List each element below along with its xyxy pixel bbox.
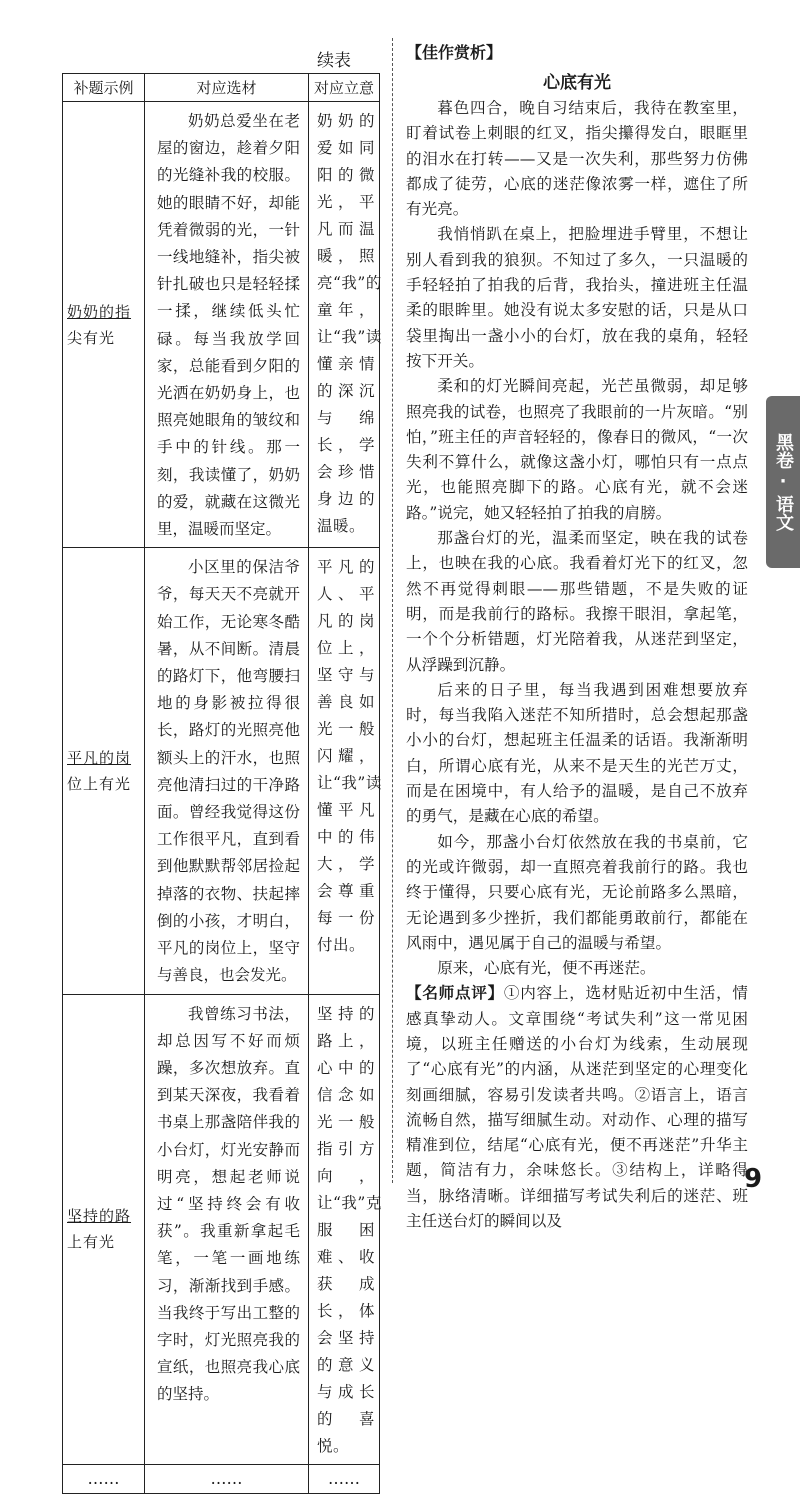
header-material: 对应选材: [145, 74, 309, 102]
essay-body: [406, 96, 748, 1234]
topic-underlined: 平凡的岗: [67, 748, 132, 767]
topic-underlined: 奶奶的指: [67, 302, 132, 321]
topic-plain: 尖有光: [67, 328, 116, 347]
side-tab-line2: 语文: [773, 495, 794, 531]
column-divider: [392, 38, 393, 1183]
comment-text: ①内容上，选材贴近初中生活，情感真挚动人。文章围绕“考试失利”这一常见困境，以班主任赠送的小台灯为线索，生动展现了“心底有光”的内涵，从迷茫到坚定的心理变化刻画细腻，容易引发读者共鸣。②语言上，语言流畅自然，描写细腻生动。对动作、心理的描写精准到位，结尾“心底有光，便不再迷茫”升华主题，简洁有力，余味悠长。③结构上，详略得当，脉络清晰。详细描写考试失利后的迷茫、班主任送台灯的瞬间以及: [406, 984, 748, 1231]
side-tab-line1: 黑卷: [773, 433, 794, 469]
essay-title: 心底有光: [543, 73, 611, 93]
table-row: [63, 548, 380, 994]
section-tag: 【佳作赏析】: [406, 43, 503, 62]
topic-table: [62, 73, 380, 1494]
idea-text: 平凡的人、平凡的岗位上，坚守与善良如光一般闪耀，让“我”读懂平凡中的伟大，学会尊重每一份付出。: [317, 558, 382, 955]
material-cell: [145, 548, 309, 994]
essay-paragraph: 暮色四合，晚自习结束后，我待在教室里，盯着试卷上刺眼的红叉，指尖攥得发白，眼眶里的泪水在打转——又是一次失利，那些努力仿佛都成了徒劳，心底的迷茫像浓雾一样，遮住了所有光亮。: [406, 99, 748, 219]
idea-text: 奶奶的爱如同阳的微光，平凡而温暖，照亮“我”的童年，让“我”读懂亲情的深沉与绵长，学会珍惜身边的温暖。: [317, 112, 382, 535]
material-cell: [145, 102, 309, 548]
topic-cell: [63, 994, 145, 1464]
idea-cell: [309, 102, 380, 548]
comment-tag: 【名师点评】: [406, 984, 504, 1003]
idea-text: 坚持的路上，心中的信念如光一般指引方向，让“我”克服困难、收获成长，体会坚持的意义与成长的喜悦。: [317, 1004, 382, 1455]
essay-paragraph: 后来的日子里，每当我遇到困难想要放弃时，每当我陷入迷茫不知所措时，总会想起那盏小小的台灯，想起班主任温柔的话语。我渐渐明白，所谓心底有光，从来不是天生的光芒万丈，而是在困境中，有人给予的温暖，是自己不放弃的勇气，是藏在心底的希望。: [406, 680, 748, 826]
topic-plain: 位上有光: [67, 774, 132, 793]
table-ellipsis-row: [63, 1464, 380, 1493]
essay-paragraph: 如今，那盏小台灯依然放在我的书桌前，它的光或许微弱，却一直照亮着我前行的路。我也终于懂得，只要心底有光，无论前路多么黑暗，无论遇到多少挫折，我们都能勇敢前行，都能在风雨中，遇见属于自己的温暖与希望。: [406, 832, 748, 952]
page-number: 9: [744, 1164, 763, 1194]
material-text: 奶奶总爱坐在老屋的窗边，趁着夕阳的光缝补我的校服。她的眼睛不好，却能凭着微弱的光，一针一线地缝补，指尖被针扎破也只是轻轻揉一揉，继续低头忙碌。每当我放学回家，总能看到夕阳的光洒在奶奶身上，也照亮她眼角的皱纹和手中的针线。那一刻，我读懂了，奶奶的爱，就藏在这微光里，温暖而坚定。: [157, 112, 300, 539]
header-idea: 对应立意: [309, 74, 380, 102]
essay-paragraph: 原来，心底有光，便不再迷茫。: [437, 959, 656, 978]
topic-plain: 上有光: [67, 1233, 116, 1251]
material-text: 我曾练习书法，却总因写不好而烦躁，多次想放弃。直到某天深夜，我看着书桌上那盏陪伴我的小台灯，灯光安静而明亮，想起老师说过“坚持终会有收获”。我重新拿起毛笔，一笔一画地练习，渐渐找到手感。当我终于写出工整的字时，灯光照亮我的宣纸，也照亮我心底的坚持。: [157, 1004, 300, 1404]
table-header-row: [63, 74, 380, 102]
teacher-comment: [406, 981, 748, 1234]
side-tab: [766, 396, 800, 568]
ellipsis-cell: ……: [63, 1464, 145, 1493]
ellipsis-cell: ……: [145, 1464, 309, 1493]
material-text: 小区里的保洁爷爷，每天天不亮就开始工作，无论寒冬酷暑，从不间断。清晨的路灯下，他弯腰扫地的身影被拉得很长，路灯的光照亮他额头上的汗水，也照亮他清扫过的干净路面。曾经我觉得这份工作很平凡，直到看到他默默帮邻居捡起掉落的衣物、扶起摔倒的小孩，才明白，平凡的岗位上，坚守与善良，也会发光。: [157, 558, 300, 985]
essay-paragraph: 柔和的灯光瞬间亮起，光芒虽微弱，却足够照亮我的试卷，也照亮了我眼前的一片灰暗。“别怕，”班主任的声音轻轻的，像春日的微风，“一次失利不算什么，就像这盏小灯，哪怕只有一点点光，也能照亮脚下的路。心底有光，就不会迷路。”说完，她又轻轻拍了拍我的肩膀。: [406, 377, 748, 522]
essay-paragraph: 那盏台灯的光，温柔而坚定，映在我的试卷上，也映在我的心底。我看着灯光下的红叉，忽然不再觉得刺眼——那些错题，不是失败的证明，而是我前行的路标。我擦干眼泪，拿起笔，一个个分析错题，灯光陪着我，从迷茫到坚定，从浮躁到沉静。: [406, 529, 748, 674]
continued-label: 续表: [317, 51, 351, 71]
idea-cell: [309, 548, 380, 994]
topic-cell: [63, 548, 145, 994]
table-row: [63, 102, 380, 548]
idea-cell: [309, 994, 380, 1464]
material-cell: [145, 994, 309, 1464]
topic-cell: [63, 102, 145, 548]
topic-underlined: 坚持的路: [67, 1207, 132, 1225]
side-tab-sep: ·: [779, 471, 787, 492]
header-topic: 补题示例: [63, 74, 145, 102]
table-row: [63, 994, 380, 1464]
essay-paragraph: 我悄悄趴在桌上，把脸埋进手臂里，不想让别人看到我的狼狈。不知过了多久，一只温暖的手轻轻拍了拍我的后背，我抬头，撞进班主任温柔的眼眸里。她没有说太多安慰的话，只是从口袋里掏出一盏小小的台灯，放在我的桌角，轻轻按下开关。: [406, 225, 748, 370]
ellipsis-cell: ……: [309, 1464, 380, 1493]
